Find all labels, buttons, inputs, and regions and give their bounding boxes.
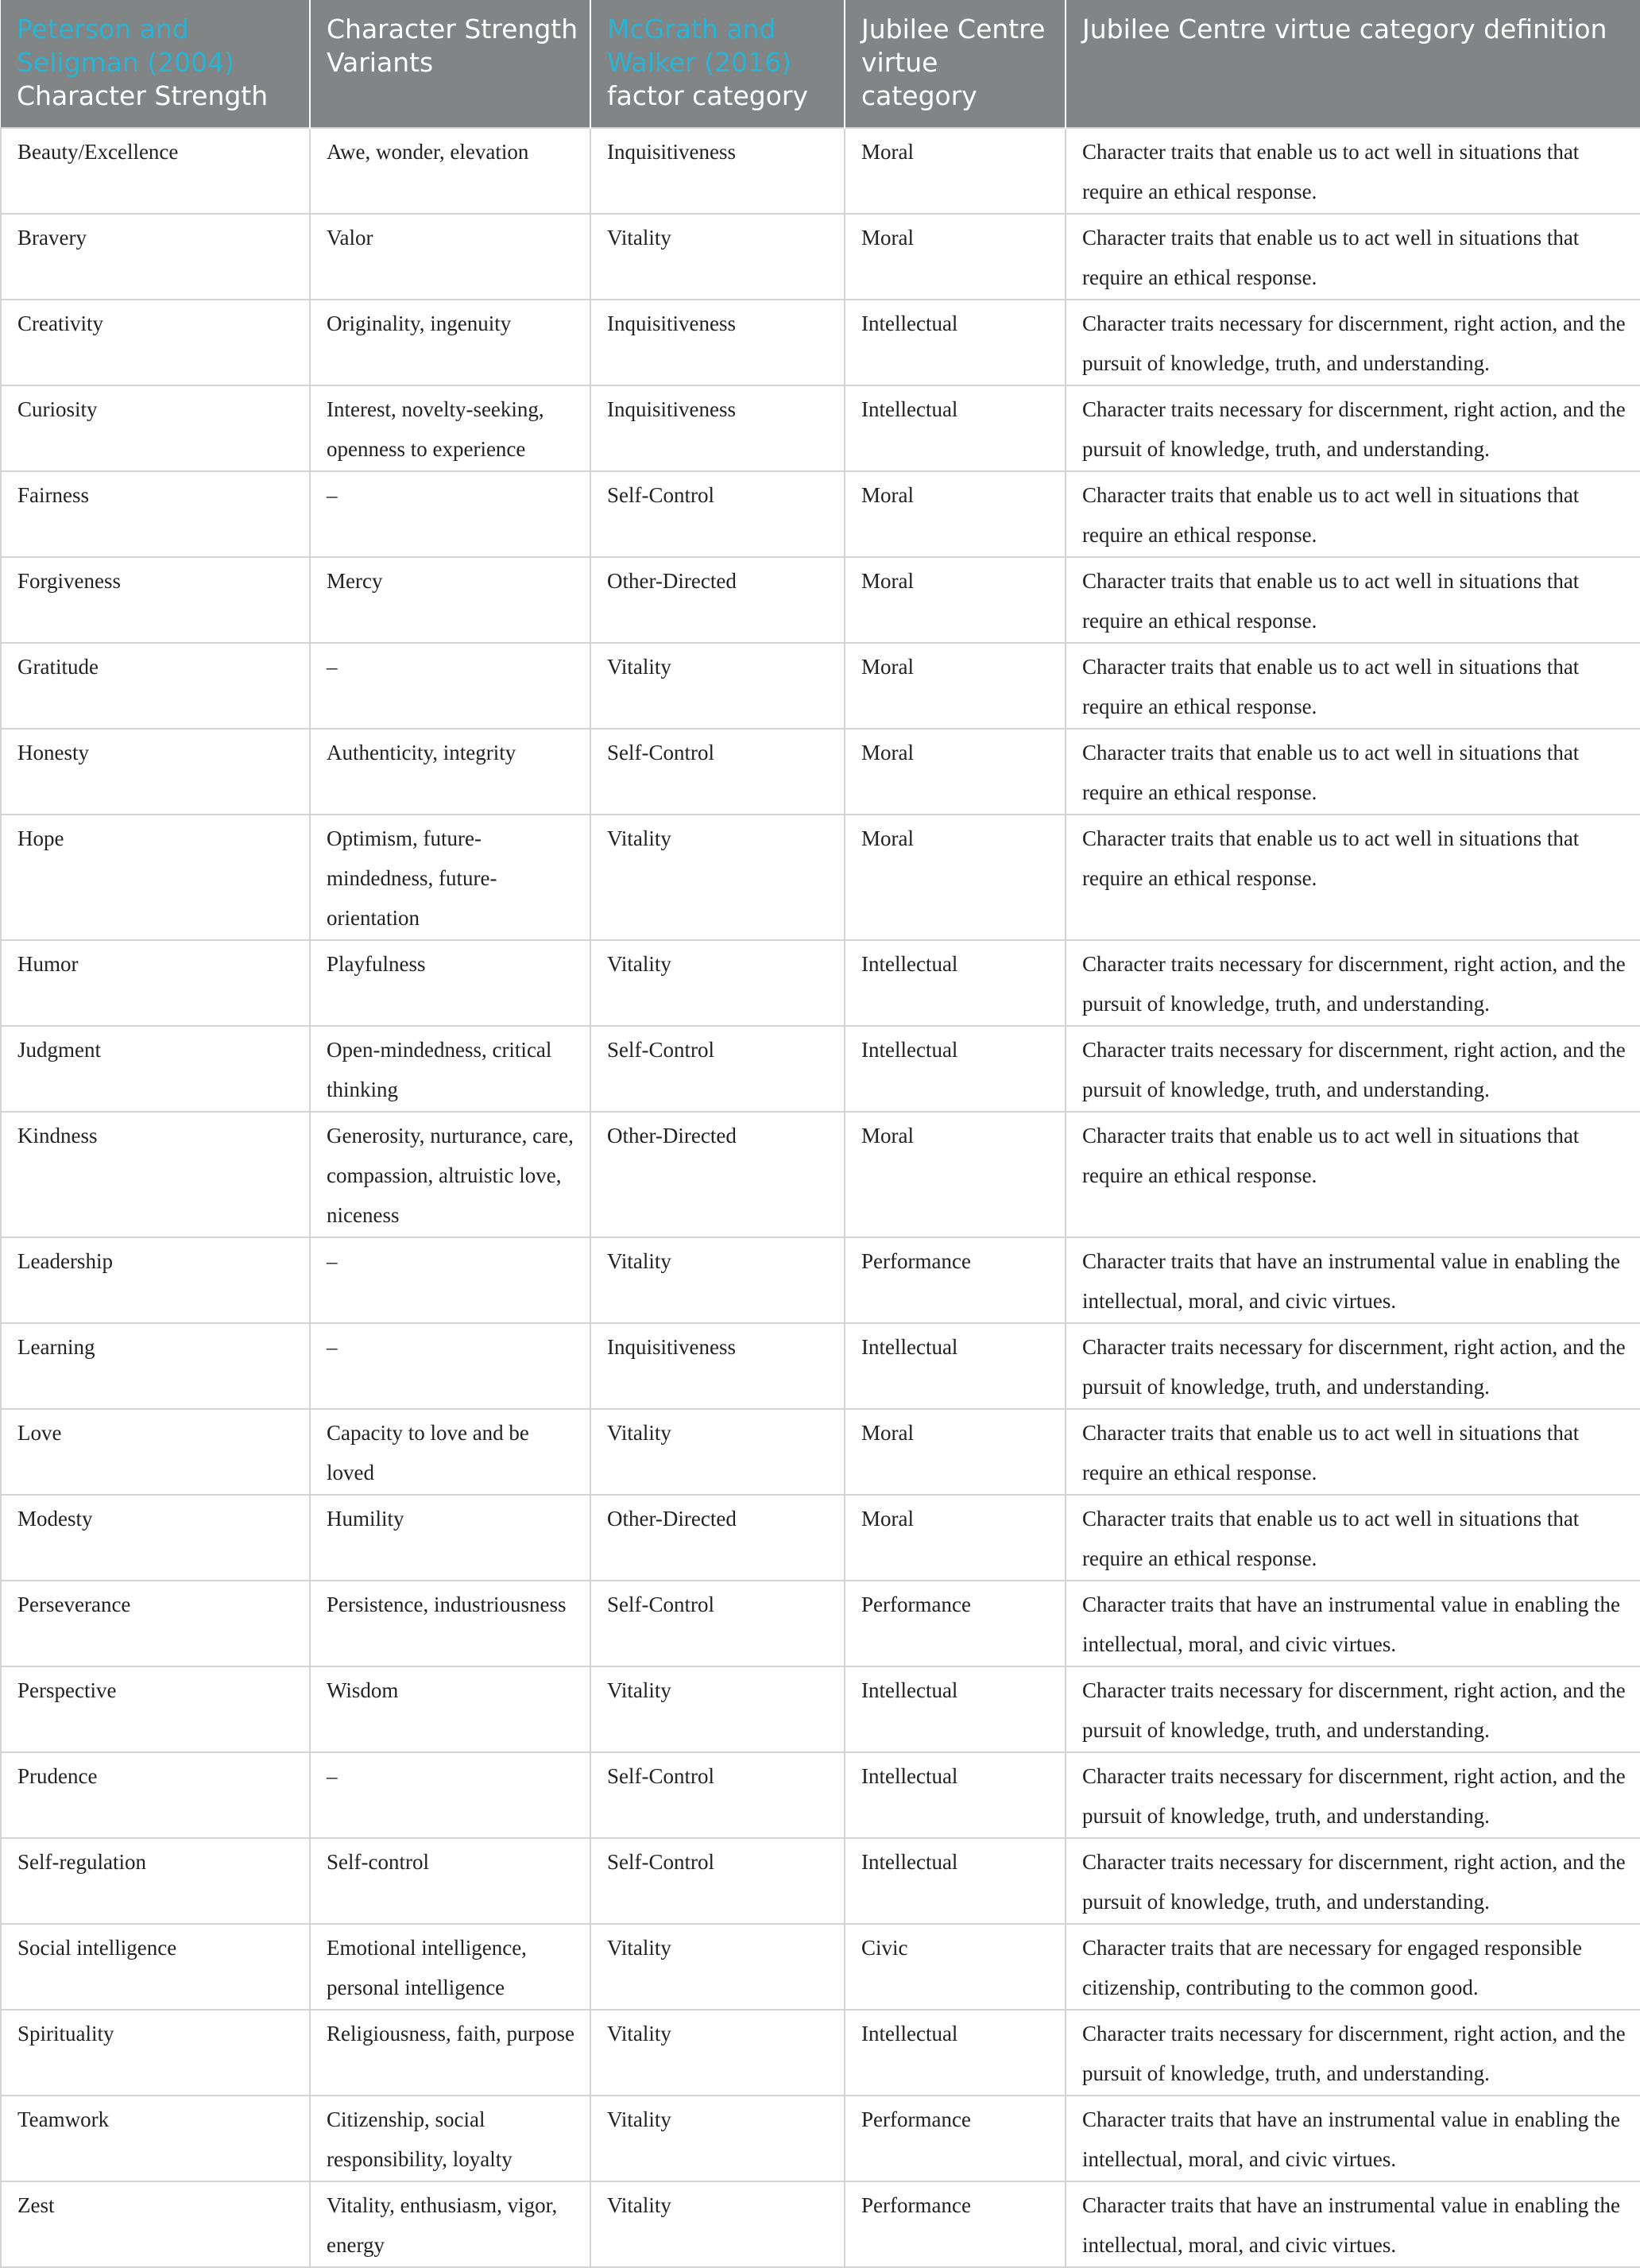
- cell-factor-category: Vitality: [590, 1666, 845, 1752]
- header-row: [1, 0, 1640, 128]
- cell-strength-variants: Emotional intelligence, personal intelligence: [310, 1924, 590, 2010]
- cell-virtue-category: Moral: [845, 1112, 1066, 1237]
- cell-factor-category: Vitality: [590, 643, 845, 729]
- cell-strength-variants: Persistence, industriousness: [310, 1581, 590, 1666]
- table-row: [1, 1026, 1640, 1112]
- cell-strength-variants: Generosity, nurturance, care, compassion, altruistic love, niceness: [310, 1112, 590, 1237]
- table-row: [1, 2181, 1640, 2267]
- cell-factor-category: Self-Control: [590, 1581, 845, 1666]
- cell-virtue-category: Intellectual: [845, 2010, 1066, 2096]
- cell-virtue-category: Intellectual: [845, 385, 1066, 471]
- cell-virtue-category: Moral: [845, 815, 1066, 940]
- table-row: [1, 471, 1640, 557]
- cell-virtue-category: Intellectual: [845, 1838, 1066, 1924]
- table-row: [1, 643, 1640, 729]
- cell-virtue-definition: Character traits that have an instrumental value in enabling the intellectual, moral, and civic virtues.: [1066, 2096, 1640, 2181]
- cell-strength-variants: Awe, wonder, elevation: [310, 128, 590, 214]
- table-row: [1, 385, 1640, 471]
- cell-factor-category: Vitality: [590, 2096, 845, 2181]
- cell-strength-variants: Open-mindedness, critical thinking: [310, 1026, 590, 1112]
- cell-character-strength: Perspective: [1, 1666, 310, 1752]
- cell-virtue-definition: Character traits that enable us to act well in situations that require an ethical response.: [1066, 1409, 1640, 1495]
- table-row: [1, 1752, 1640, 1838]
- table-row: [1, 1666, 1640, 1752]
- table-row: [1, 1323, 1640, 1409]
- cell-virtue-definition: Character traits necessary for discernment, right action, and the pursuit of knowledge, truth, and understanding.: [1066, 1026, 1640, 1112]
- cell-character-strength: Hope: [1, 815, 310, 940]
- cell-virtue-definition: Character traits that enable us to act well in situations that require an ethical response.: [1066, 471, 1640, 557]
- cell-virtue-category: Moral: [845, 557, 1066, 643]
- cell-character-strength: Beauty/Excellence: [1, 128, 310, 214]
- cell-factor-category: Vitality: [590, 815, 845, 940]
- cell-virtue-category: Performance: [845, 1581, 1066, 1666]
- table-row: [1, 1495, 1640, 1581]
- cell-virtue-category: Moral: [845, 1409, 1066, 1495]
- cell-character-strength: Creativity: [1, 300, 310, 385]
- cell-factor-category: Vitality: [590, 1237, 845, 1323]
- cell-factor-category: Other-Directed: [590, 1112, 845, 1237]
- cell-virtue-category: Civic: [845, 1924, 1066, 2010]
- cell-virtue-category: Moral: [845, 471, 1066, 557]
- cell-factor-category: Self-Control: [590, 1838, 845, 1924]
- cell-virtue-category: Intellectual: [845, 1026, 1066, 1112]
- cell-character-strength: Judgment: [1, 1026, 310, 1112]
- cell-virtue-definition: Character traits that enable us to act well in situations that require an ethical response.: [1066, 815, 1640, 940]
- table-row: [1, 1409, 1640, 1495]
- cell-strength-variants: Playfulness: [310, 940, 590, 1026]
- header-label: Character Strength Variants: [327, 14, 578, 78]
- header-label: factor category: [607, 80, 809, 111]
- table-row: [1, 2096, 1640, 2181]
- cell-character-strength: Bravery: [1, 214, 310, 300]
- cell-virtue-definition: Character traits necessary for discernment, right action, and the pursuit of knowledge, truth, and understanding.: [1066, 385, 1640, 471]
- cell-strength-variants: Interest, novelty-seeking, openness to experience: [310, 385, 590, 471]
- cell-character-strength: Self-regulation: [1, 1838, 310, 1924]
- cell-strength-variants: Humility: [310, 1495, 590, 1581]
- cell-virtue-definition: Character traits that have an instrumental value in enabling the intellectual, moral, and civic virtues.: [1066, 1237, 1640, 1323]
- cell-virtue-definition: Character traits that enable us to act well in situations that require an ethical response.: [1066, 1112, 1640, 1237]
- cell-virtue-definition: Character traits that have an instrumental value in enabling the intellectual, moral, and civic virtues.: [1066, 1581, 1640, 1666]
- cell-virtue-definition: Character traits necessary for discernment, right action, and the pursuit of knowledge, truth, and understanding.: [1066, 2010, 1640, 2096]
- cell-factor-category: Self-Control: [590, 471, 845, 557]
- cell-virtue-definition: Character traits necessary for discernment, right action, and the pursuit of knowledge, truth, and understanding.: [1066, 1666, 1640, 1752]
- cell-strength-variants: Originality, ingenuity: [310, 300, 590, 385]
- cell-character-strength: Modesty: [1, 1495, 310, 1581]
- table-header: [1, 0, 1640, 128]
- table-row: [1, 557, 1640, 643]
- cell-virtue-category: Moral: [845, 1495, 1066, 1581]
- cell-virtue-definition: Character traits necessary for discernment, right action, and the pursuit of knowledge, truth, and understanding.: [1066, 1838, 1640, 1924]
- cell-factor-category: Self-Control: [590, 1752, 845, 1838]
- cell-factor-category: Other-Directed: [590, 557, 845, 643]
- header-virtue-category: [845, 0, 1066, 128]
- cell-virtue-definition: Character traits that enable us to act well in situations that require an ethical response.: [1066, 128, 1640, 214]
- cell-character-strength: Spirituality: [1, 2010, 310, 2096]
- cell-factor-category: Vitality: [590, 2181, 845, 2267]
- cell-virtue-category: Moral: [845, 214, 1066, 300]
- cell-character-strength: Humor: [1, 940, 310, 1026]
- cell-character-strength: Teamwork: [1, 2096, 310, 2181]
- cell-strength-variants: –: [310, 471, 590, 557]
- cell-strength-variants: Capacity to love and be loved: [310, 1409, 590, 1495]
- cell-virtue-definition: Character traits that enable us to act well in situations that require an ethical response.: [1066, 214, 1640, 300]
- cell-virtue-category: Performance: [845, 2181, 1066, 2267]
- cell-strength-variants: Mercy: [310, 557, 590, 643]
- cell-factor-category: Other-Directed: [590, 1495, 845, 1581]
- cell-character-strength: Gratitude: [1, 643, 310, 729]
- cell-strength-variants: Authenticity, integrity: [310, 729, 590, 815]
- table-row: [1, 1237, 1640, 1323]
- cell-factor-category: Vitality: [590, 2010, 845, 2096]
- header-label: Character Strength: [17, 80, 269, 111]
- cell-strength-variants: Self-control: [310, 1838, 590, 1924]
- header-factor-category: [590, 0, 845, 128]
- table-row: [1, 128, 1640, 214]
- cell-virtue-definition: Character traits that enable us to act well in situations that require an ethical response.: [1066, 1495, 1640, 1581]
- citation-link-mcgrath-walker[interactable]: McGrath and Walker (2016): [607, 14, 791, 78]
- cell-strength-variants: Citizenship, social responsibility, loyalty: [310, 2096, 590, 2181]
- cell-virtue-category: Performance: [845, 1237, 1066, 1323]
- cell-character-strength: Leadership: [1, 1237, 310, 1323]
- table-row: [1, 729, 1640, 815]
- cell-strength-variants: –: [310, 1752, 590, 1838]
- cell-strength-variants: –: [310, 643, 590, 729]
- cell-character-strength: Fairness: [1, 471, 310, 557]
- cell-virtue-definition: Character traits that enable us to act well in situations that require an ethical response.: [1066, 557, 1640, 643]
- cell-virtue-category: Moral: [845, 643, 1066, 729]
- header-character-strength: [1, 0, 310, 128]
- header-label: Jubilee Centre virtue category: [861, 14, 1046, 111]
- cell-strength-variants: –: [310, 1237, 590, 1323]
- cell-factor-category: Self-Control: [590, 729, 845, 815]
- cell-factor-category: Self-Control: [590, 1026, 845, 1112]
- cell-character-strength: Prudence: [1, 1752, 310, 1838]
- cell-strength-variants: Valor: [310, 214, 590, 300]
- table-row: [1, 214, 1640, 300]
- table-row: [1, 940, 1640, 1026]
- cell-virtue-definition: Character traits that have an instrumental value in enabling the intellectual, moral, and civic virtues.: [1066, 2181, 1640, 2267]
- table-row: [1, 1924, 1640, 2010]
- cell-strength-variants: –: [310, 1323, 590, 1409]
- header-strength-variants: [310, 0, 590, 128]
- table-row: [1, 300, 1640, 385]
- cell-virtue-definition: Character traits necessary for discernment, right action, and the pursuit of knowledge, truth, and understanding.: [1066, 940, 1640, 1026]
- citation-link-peterson-seligman[interactable]: Peterson and Seligman (2004): [17, 14, 235, 78]
- cell-virtue-category: Intellectual: [845, 1323, 1066, 1409]
- cell-virtue-category: Performance: [845, 2096, 1066, 2181]
- cell-factor-category: Inquisitiveness: [590, 128, 845, 214]
- cell-character-strength: Kindness: [1, 1112, 310, 1237]
- cell-factor-category: Vitality: [590, 940, 845, 1026]
- header-virtue-definition: [1066, 0, 1640, 128]
- table-row: [1, 1838, 1640, 1924]
- cell-factor-category: Inquisitiveness: [590, 385, 845, 471]
- cell-character-strength: Honesty: [1, 729, 310, 815]
- cell-character-strength: Social intelligence: [1, 1924, 310, 2010]
- cell-strength-variants: Optimism, future-mindedness, future-orientation: [310, 815, 590, 940]
- cell-character-strength: Love: [1, 1409, 310, 1495]
- cell-factor-category: Vitality: [590, 214, 845, 300]
- cell-character-strength: Zest: [1, 2181, 310, 2267]
- table-body: [1, 128, 1640, 2267]
- table-row: [1, 2010, 1640, 2096]
- cell-virtue-definition: Character traits necessary for discernment, right action, and the pursuit of knowledge, truth, and understanding.: [1066, 1323, 1640, 1409]
- cell-virtue-definition: Character traits that enable us to act well in situations that require an ethical response.: [1066, 729, 1640, 815]
- cell-virtue-category: Moral: [845, 729, 1066, 815]
- cell-virtue-category: Intellectual: [845, 940, 1066, 1026]
- cell-strength-variants: Religiousness, faith, purpose: [310, 2010, 590, 2096]
- cell-character-strength: Curiosity: [1, 385, 310, 471]
- cell-virtue-category: Intellectual: [845, 300, 1066, 385]
- cell-factor-category: Vitality: [590, 1924, 845, 2010]
- cell-factor-category: Inquisitiveness: [590, 1323, 845, 1409]
- cell-factor-category: Vitality: [590, 1409, 845, 1495]
- cell-character-strength: Perseverance: [1, 1581, 310, 1666]
- table-row: [1, 1112, 1640, 1237]
- cell-virtue-category: Intellectual: [845, 1752, 1066, 1838]
- cell-virtue-category: Intellectual: [845, 1666, 1066, 1752]
- cell-character-strength: Forgiveness: [1, 557, 310, 643]
- cell-strength-variants: Vitality, enthusiasm, vigor, energy: [310, 2181, 590, 2267]
- cell-factor-category: Inquisitiveness: [590, 300, 845, 385]
- cell-virtue-definition: Character traits that enable us to act well in situations that require an ethical response.: [1066, 643, 1640, 729]
- cell-character-strength: Learning: [1, 1323, 310, 1409]
- table-row: [1, 815, 1640, 940]
- cell-virtue-definition: Character traits necessary for discernment, right action, and the pursuit of knowledge, truth, and understanding.: [1066, 1752, 1640, 1838]
- cell-virtue-definition: Character traits that are necessary for engaged responsible citizenship, contributing to the common good.: [1066, 1924, 1640, 2010]
- cell-virtue-definition: Character traits necessary for discernment, right action, and the pursuit of knowledge, truth, and understanding.: [1066, 300, 1640, 385]
- table-row: [1, 1581, 1640, 1666]
- cell-strength-variants: Wisdom: [310, 1666, 590, 1752]
- cell-virtue-category: Moral: [845, 128, 1066, 214]
- header-label: Jubilee Centre virtue category definition: [1082, 14, 1607, 45]
